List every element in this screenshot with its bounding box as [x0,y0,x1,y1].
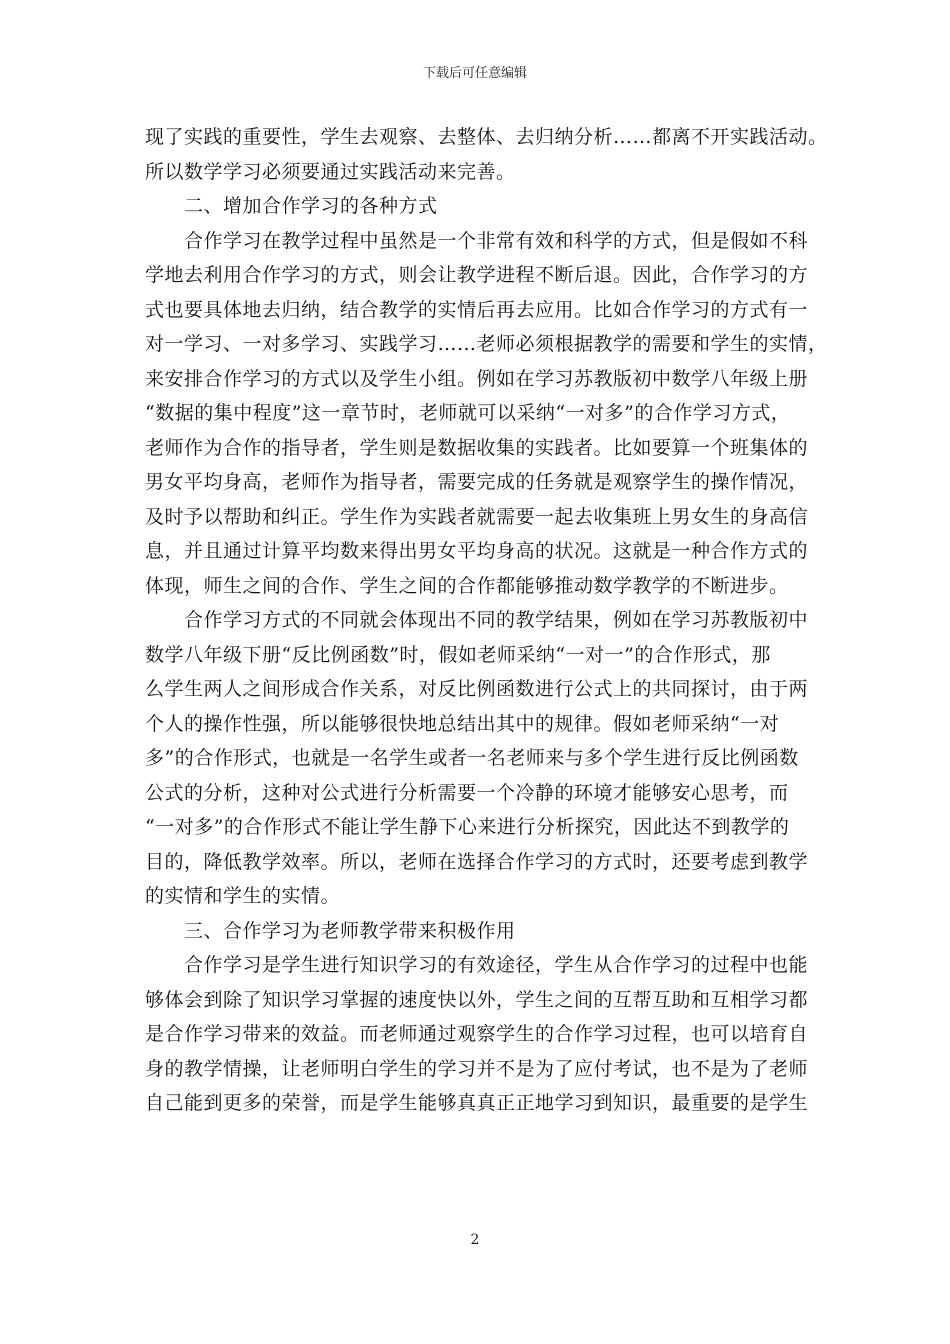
text-line: 目的，降低教学效率。所以，老师在选择合作学习的方式时，还要考虑到教学 [145,850,809,873]
text-line: 所以数学学习必须要通过实践活动来完善。 [145,160,516,183]
text-line: 男女平均身高，老师作为指导者，需要完成的任务就是观察学生的操作情况， [145,471,809,493]
text-line: 数学八年级下册“反比例函数”时，假如老师采纳“一对一”的合作形式，那 [145,643,771,666]
text-line: 的实情和学生的实情。 [145,885,341,907]
text-line: 合作学习方式的不同就会体现出不同的教学结果，例如在学习苏教版初中 [145,609,809,631]
page-number: 2 [470,1232,480,1248]
section-heading: 二、增加合作学习的各种方式 [145,195,438,217]
section-heading: 三、合作学习为老师教学带来积极作用 [145,919,516,942]
text-line: 么学生两人之间形成合作关系，对反比例函数进行公式上的共同探讨，由于两 [145,678,809,700]
text-line: 式也要具体地去归纳，结合教学的实情后再去应用。比如合作学习的方式有一 [145,298,809,321]
text-line: 合作学习是学生进行知识学习的有效途径，学生从合作学习的过程中也能 [145,954,809,976]
text-line: 是合作学习带来的效益。而老师通过观察学生的合作学习过程，也可以培育自 [145,1023,809,1045]
text-line: 息，并且通过计算平均数来得出男女平均身高的状况。这就是一种合作方式的 [145,540,809,562]
text-line: 身的教学情操，让老师明白学生的学习并不是为了应付考试，也不是为了老师 [145,1057,809,1080]
text-line: 对一学习、一对多学习、实践学习……老师必须根据教学的需要和学生的实情， [145,333,828,355]
text-line: 学地去利用合作学习的方式，则会让教学进程不断后退。因此，合作学习的方 [145,264,809,286]
text-line: 体现，师生之间的合作、学生之间的合作都能够推动数学教学的不断进步。 [145,574,789,597]
text-line: 自己能到更多的荣誉，而是学生能够真真正正地学习到知识，最重要的是学生 [145,1092,809,1114]
text-line: 及时予以帮助和纠正。学生作为实践者就需要一起去收集班上男女生的身高信 [145,505,809,528]
text-line: 老师作为合作的指导者，学生则是数据收集的实践者。比如要算一个班集体的 [145,436,809,459]
text-line: 现了实践的重要性，学生去观察、去整体、去归纳分析……都离不开实践活动。 [145,126,828,148]
text-line: 个人的操作性强，所以能够很快地总结出其中的规律。假如老师采纳“一对 [145,712,780,735]
text-line: “数据的集中程度”这一章节时，老师就可以采纳“一对多”的合作学习方式， [145,402,791,424]
text-line: 多”的合作形式，也就是一名学生或者一名老师来与多个学生进行反比例函数 [145,747,799,769]
text-line: 公式的分析，这种对公式进行分析需要一个冷静的环境才能够安心思考，而 [145,781,789,804]
text-line: 够体会到除了知识学习掌握的速度快以外，学生之间的互帮互助和互相学习都 [145,988,809,1011]
text-line: 来安排合作学习的方式以及学生小组。例如在学习苏教版初中数学八年级上册 [145,367,809,390]
body-text [145,120,828,1121]
page-header: 下载后可任意编辑 [422,66,527,81]
text-line: “一对多”的合作形式不能让学生静下心来进行分析探究，因此达不到教学的 [145,816,790,838]
text-line: 合作学习在教学过程中虽然是一个非常有效和科学的方式，但是假如不科 [145,229,809,252]
